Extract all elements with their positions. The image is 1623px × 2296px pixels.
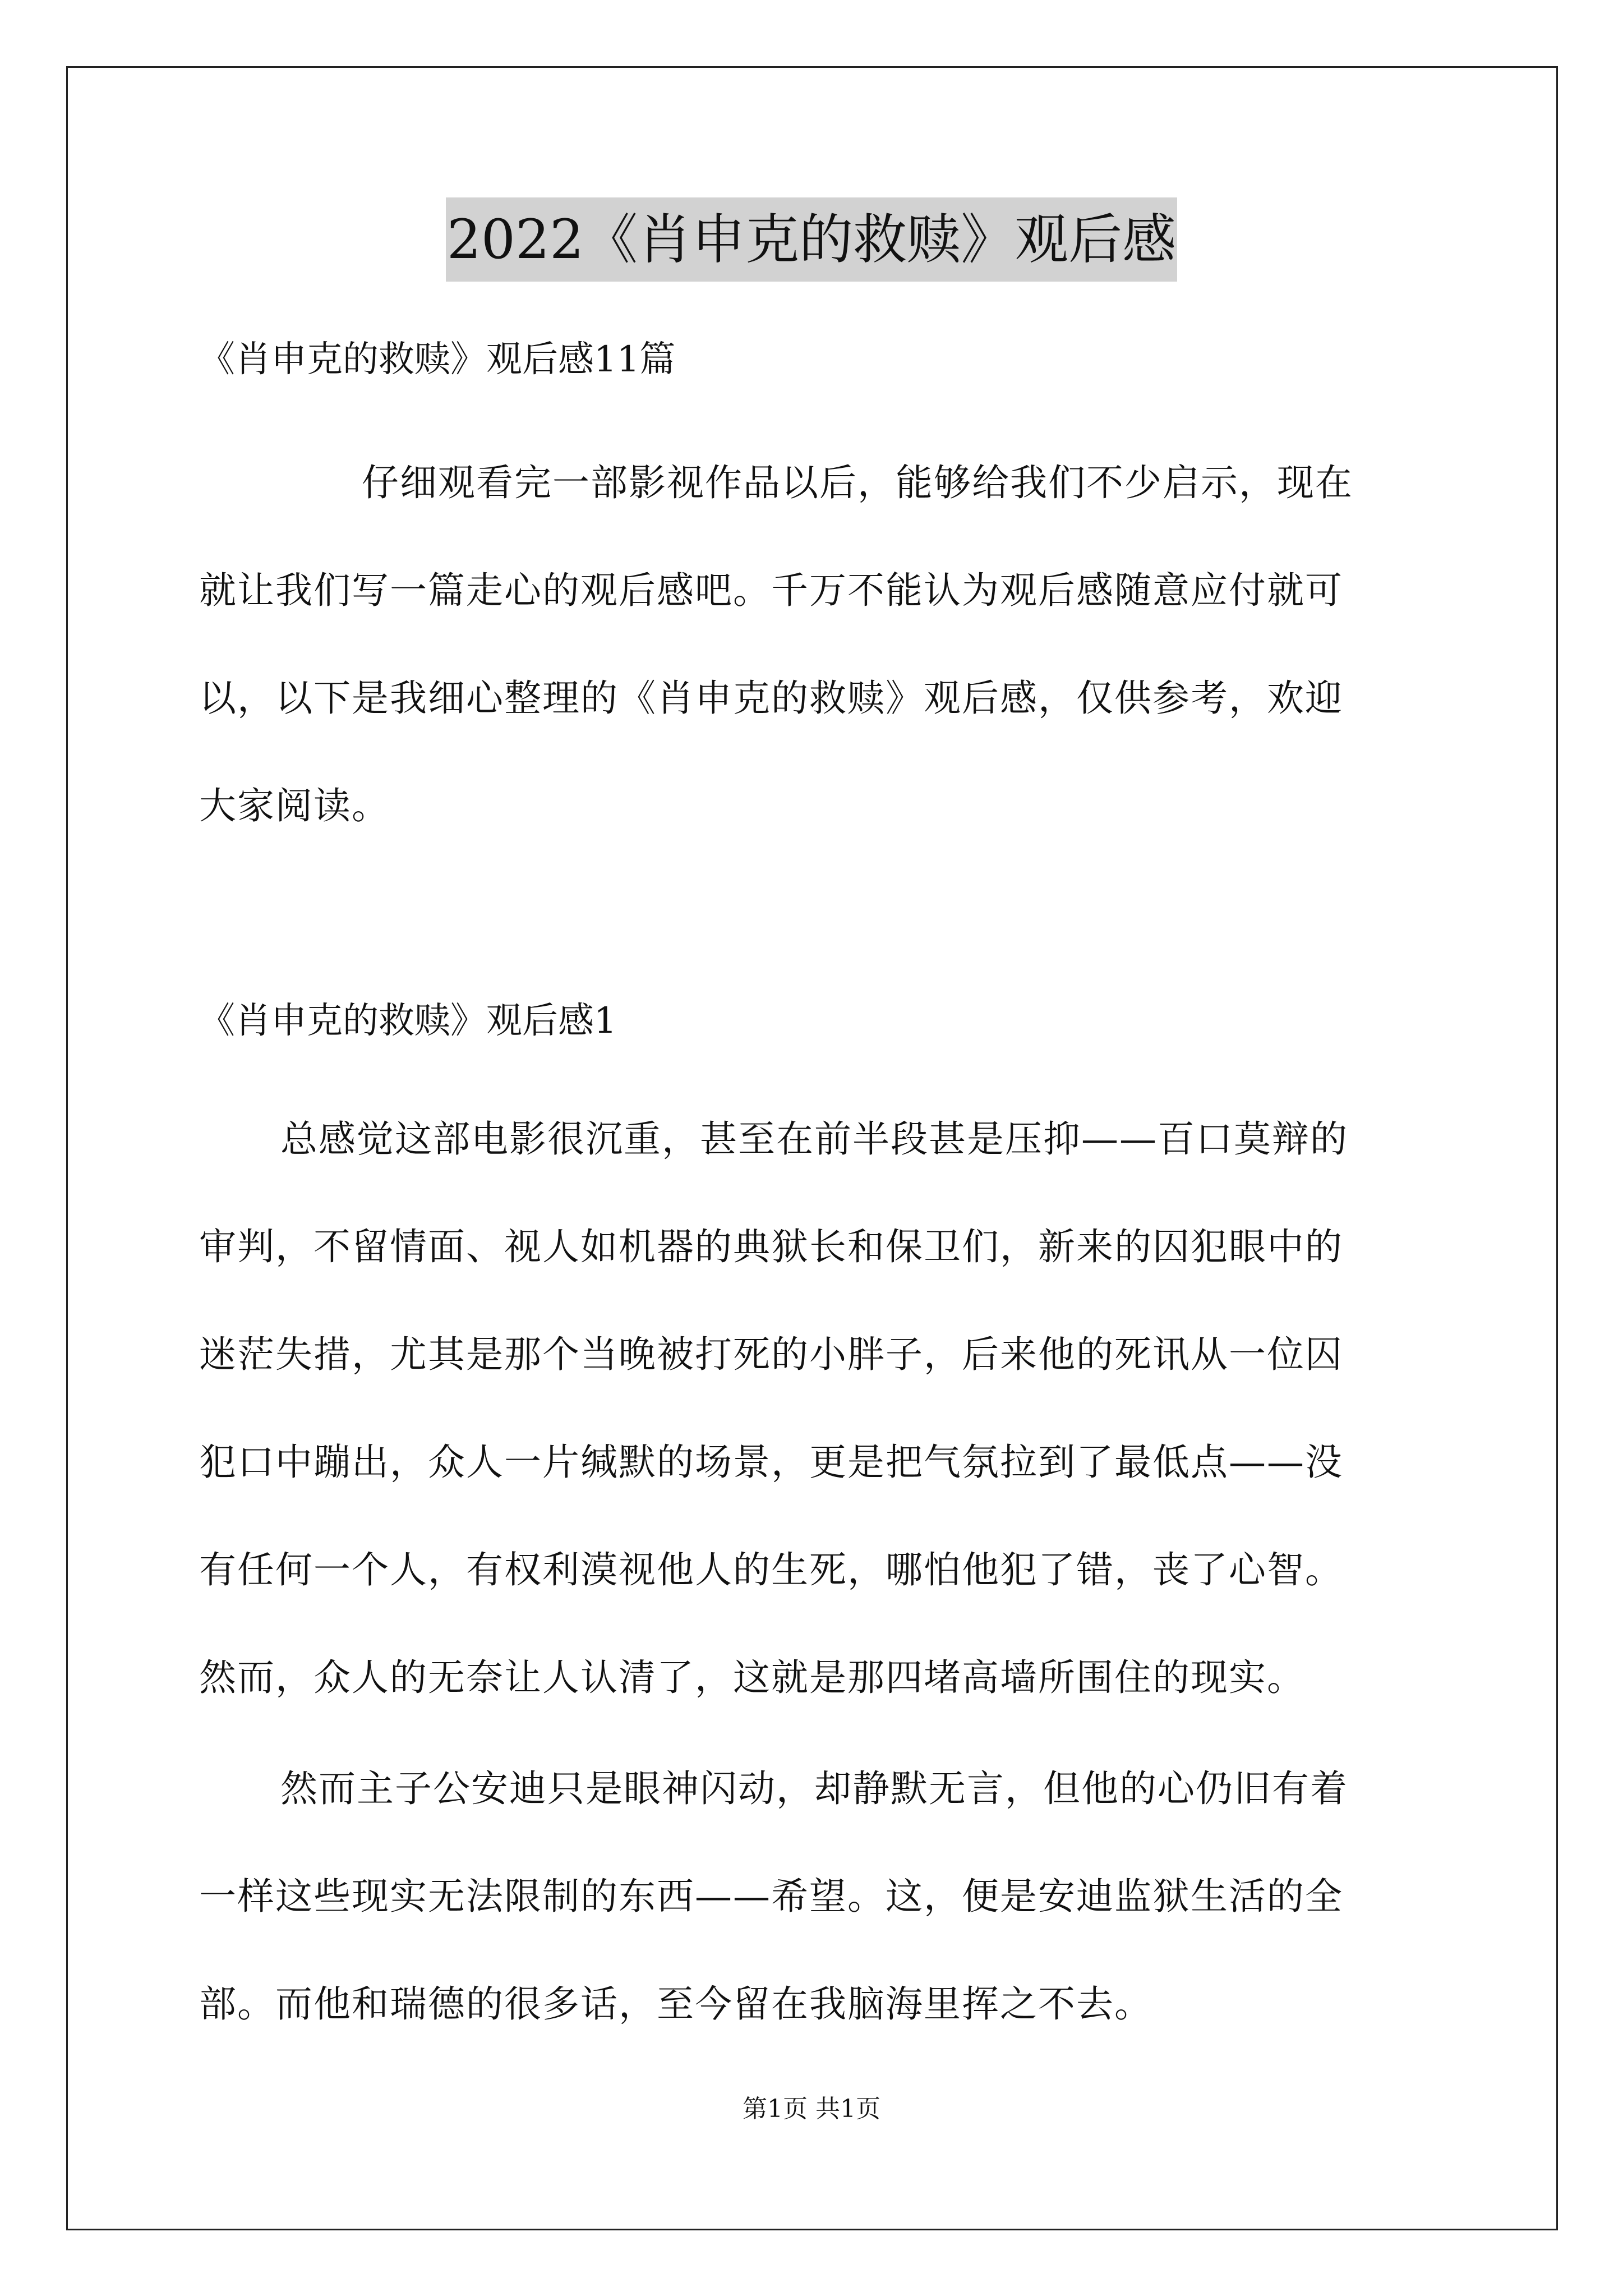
paragraph-line: 部。而他和瑞德的很多话，至今留在我脑海里挥之不去。 xyxy=(199,1982,1152,2026)
paragraph-line: 一样这些现实无法限制的东西——希望。这，便是安迪监狱生活的全 xyxy=(199,1875,1343,1918)
paragraph-line: 总感觉这部电影很沉重，甚至在前半段甚是压抑——百口莫辩的 xyxy=(280,1117,1348,1161)
intro-line: 就让我们写一篇走心的观后感吧。千万不能认为观后感随意应付就可 xyxy=(199,569,1343,612)
paragraph-line: 审判，不留情面、视人如机器的典狱长和保卫们，新来的囚犯眼中的 xyxy=(199,1225,1343,1268)
intro-line: 大家阅读。 xyxy=(199,784,390,827)
title-container xyxy=(0,197,1623,282)
document-subtitle: 《肖申克的救赎》观后感11篇 xyxy=(199,339,676,380)
body-paragraph-2 xyxy=(199,1735,1433,2058)
section-heading: 《肖申克的救赎》观后感1 xyxy=(199,1000,617,1042)
paragraph-line: 然而，众人的无奈让人认清了，这就是那四堵高墙所围住的现实。 xyxy=(199,1656,1305,1699)
paragraph-line: 犯口中蹦出，众人一片缄默的场景，更是把气氛拉到了最低点——没 xyxy=(199,1441,1343,1484)
document-title: 2022《肖申克的救赎》观后感 xyxy=(446,197,1177,282)
paragraph-line: 有任何一个人，有权利漠视他人的生死，哪怕他犯了错，丧了心智。 xyxy=(199,1548,1343,1591)
page-number-footer: 第1页 共1页 xyxy=(743,2095,880,2123)
paragraph-line: 然而主子公安迪只是眼神闪动，却静默无言，但他的心仍旧有着 xyxy=(280,1767,1348,1810)
paragraph-line: 迷茫失措，尤其是那个当晚被打死的小胖子，后来他的死讯从一位囚 xyxy=(199,1333,1343,1376)
intro-line: 以，以下是我细心整理的《肖申克的救赎》观后感，仅供参考，欢迎 xyxy=(199,677,1343,720)
intro-paragraph xyxy=(199,429,1433,860)
intro-line: 仔细观看完一部影视作品以后，能够给我们不少启示，现在 xyxy=(362,461,1353,504)
body-paragraph-1 xyxy=(199,1085,1433,1732)
